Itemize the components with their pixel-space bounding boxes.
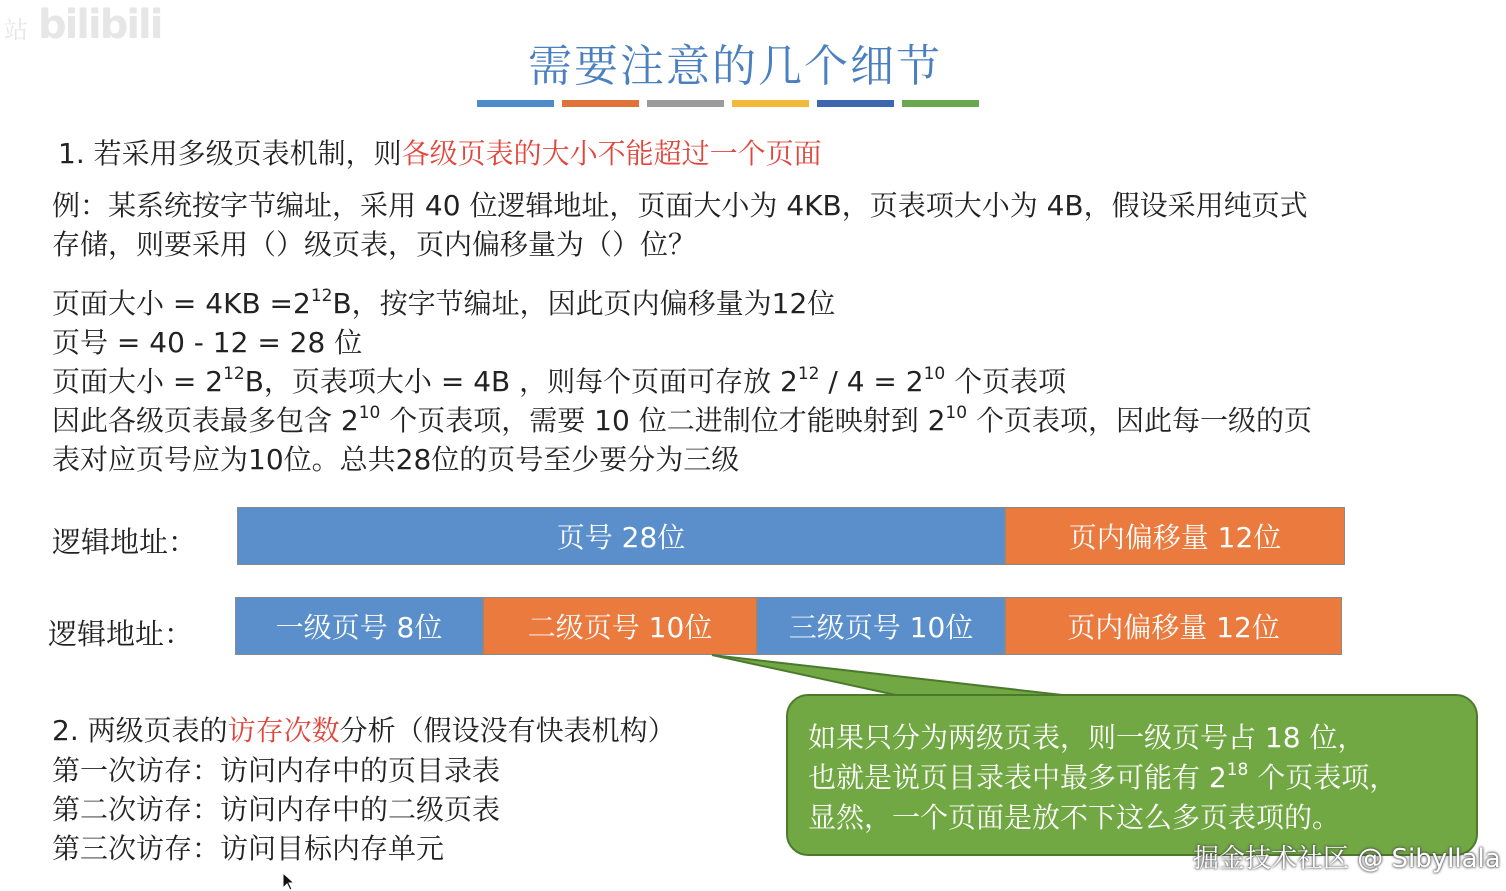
example-line-1: 例：某系统按字节编址，采用 40 位逻辑地址，页面大小为 4KB，页表项大小为 4B，假设采用纯页式 <box>52 189 1308 222</box>
superscript: 10 <box>945 402 968 423</box>
logo-text: bilibili <box>37 2 162 48</box>
text: 个页表项，需要 10 位二进制位才能映射到 2 <box>380 404 946 437</box>
superscript: 10 <box>923 363 946 384</box>
mouse-cursor-icon <box>282 872 296 891</box>
text: 个页表项，因此每一级的页 <box>967 404 1312 437</box>
callout-box <box>786 694 1478 856</box>
text: / 4 = 2 <box>819 365 924 398</box>
page-offset-segment: 页内偏移量 12位 <box>1005 507 1345 565</box>
level-3-page-segment: 三级页号 10位 <box>757 597 1005 655</box>
point-2 <box>52 711 676 750</box>
text: 页面大小 = 4KB =2 <box>52 287 311 320</box>
point-1-highlight: 各级页表的大小不能超过一个页面 <box>401 137 822 170</box>
text: B，页表项大小 = 4B ，则每个页面可存放 2 <box>244 365 798 398</box>
address-2-label: 逻辑地址： <box>48 617 194 651</box>
text: 页面大小 = 2 <box>52 365 224 398</box>
callout-line-2 <box>808 758 1456 798</box>
text: 因此各级页表最多包含 2 <box>52 404 359 437</box>
access-item-3: 第三次访存：访问目标内存单元 <box>52 832 445 865</box>
superscript: 12 <box>797 363 820 384</box>
point-2-highlight: 访存次数 <box>227 714 340 747</box>
access-item-1: 第一次访存：访问内存中的页目录表 <box>52 754 501 787</box>
text: 个页表项 <box>945 365 1067 398</box>
page-number-segment: 页号 28位 <box>237 507 1005 565</box>
logo-prefix: 站 <box>4 16 26 44</box>
example-line-2: 存储，则要采用（）级页表，页内偏移量为（）位？ <box>52 228 697 261</box>
text: 个页表项， <box>1248 761 1398 794</box>
superscript: 18 <box>1226 759 1249 780</box>
level-2-page-segment: 二级页号 10位 <box>483 597 757 655</box>
superscript: 12 <box>310 285 333 306</box>
access-item-2: 第二次访存：访问内存中的二级页表 <box>52 793 501 826</box>
cursor-shape <box>283 873 294 890</box>
solution-line-5: 表对应页号应为10位。总共28位的页号至少要分为三级 <box>52 443 740 476</box>
text: 分析（假设没有快表机构） <box>339 714 676 747</box>
text: 2. 两级页表的 <box>52 714 228 747</box>
slide-title: 需要注意的几个细节 <box>528 41 942 92</box>
address-1-label: 逻辑地址： <box>52 525 198 559</box>
point-1-prefix: 1. 若采用多级页表机制，则 <box>58 137 402 170</box>
callout-line-1: 如果只分为两级页表，则一级页号占 18 位， <box>808 721 1366 754</box>
solution-line-2: 页号 = 40 - 12 = 28 位 <box>52 326 363 359</box>
callout-line-3: 显然，一个页面是放不下这么多页表项的。 <box>808 801 1341 834</box>
callout-pointer-shape <box>712 655 1080 697</box>
superscript: 10 <box>358 402 381 423</box>
watermark: 掘金技术社区 @ Sibyllala <box>1193 844 1501 874</box>
level-1-page-segment: 一级页号 8位 <box>235 597 483 655</box>
page-offset-segment-2: 页内偏移量 12位 <box>1005 597 1342 655</box>
text: B，按字节编址，因此页内偏移量为12位 <box>332 287 836 320</box>
superscript: 12 <box>223 363 245 384</box>
text: 也就是说页目录表中最多可能有 2 <box>808 761 1227 794</box>
